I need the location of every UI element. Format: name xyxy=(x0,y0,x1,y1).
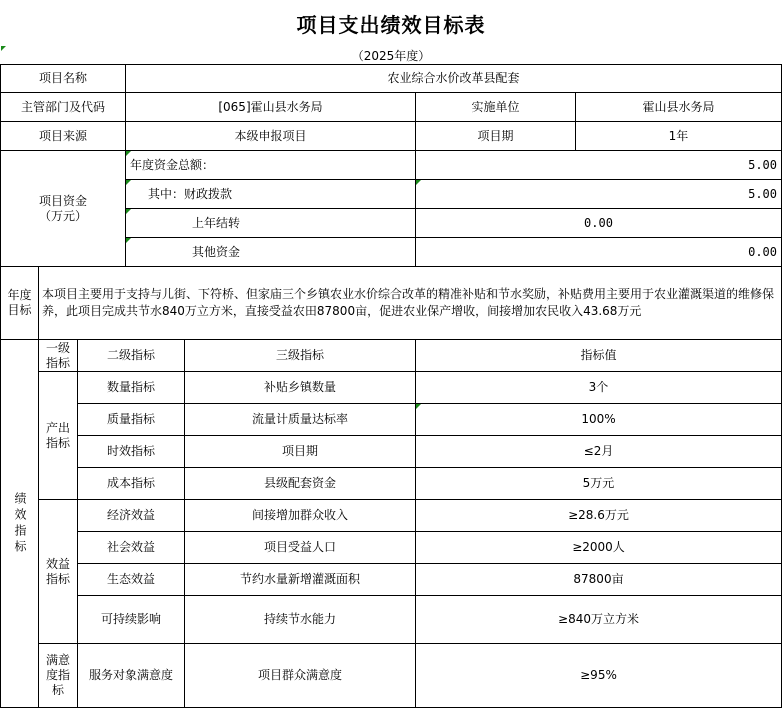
indicator-lvl2: 社会效益 xyxy=(77,531,185,564)
fund-fiscal-value: 5.00 xyxy=(415,179,782,209)
cell-marker-icon xyxy=(416,180,421,185)
fund-fiscal-label: 其中：财政拨款 xyxy=(125,179,416,209)
indicator-lvl3: 持续节水能力 xyxy=(184,595,416,644)
indicator-lvl2: 质量指标 xyxy=(77,403,185,436)
indicator-lvl2: 经济效益 xyxy=(77,499,185,532)
indicator-lvl3: 项目期 xyxy=(184,435,416,468)
indicator-lvl2: 时效指标 xyxy=(77,435,185,468)
goal-text: 本项目主要用于支持与儿街、下符桥、但家庙三个乡镇农业水价综合改革的精准补贴和节水奖励，补贴费用主要用于农业灌溉渠道的维修保养，此项目完成共节水840万立方米，直接受益农田87800亩，促进农业保产增收，间接增加农民收入43.68万元 xyxy=(38,266,782,340)
source-label: 项目来源 xyxy=(0,121,126,151)
indicator-value: ≥840万立方米 xyxy=(415,595,782,644)
table-title: 项目支出绩效目标表 xyxy=(296,12,486,37)
indicator-value: ≥28.6万元 xyxy=(415,499,782,532)
fund-other-value: 0.00 xyxy=(415,237,782,267)
output-group-label: 产出 指标 xyxy=(38,371,78,500)
fund-last-label: 上年结转 xyxy=(125,208,416,238)
fund-total-value: 5.00 xyxy=(415,150,782,180)
cell-marker-icon xyxy=(416,404,421,409)
lvl2-header: 二级指标 xyxy=(77,339,185,372)
indicator-value: 100% xyxy=(415,403,782,436)
dept-value: [065]霍山县水务局 xyxy=(125,92,416,122)
dept-label: 主管部门及代码 xyxy=(0,92,126,122)
indicator-value: 3个 xyxy=(415,371,782,404)
indicator-lvl3: 补贴乡镇数量 xyxy=(184,371,416,404)
impl-unit-value: 霍山县水务局 xyxy=(575,92,782,122)
period-value: 1年 xyxy=(575,121,782,151)
cell-marker-icon xyxy=(126,209,131,214)
indicator-value: ≤2月 xyxy=(415,435,782,468)
indicator-lvl2: 数量指标 xyxy=(77,371,185,404)
indicator-lvl3: 节约水量新增灌溉面积 xyxy=(184,563,416,596)
source-value: 本级申报项目 xyxy=(125,121,416,151)
indicator-lvl3: 项目受益人口 xyxy=(184,531,416,564)
indicator-lvl3: 项目群众满意度 xyxy=(184,643,416,708)
project-name-value: 农业综合水价改革县配套 xyxy=(125,64,782,93)
indicator-lvl2: 可持续影响 xyxy=(77,595,185,644)
indicator-value: ≥95% xyxy=(415,643,782,708)
impl-unit-label: 实施单位 xyxy=(415,92,576,122)
indicator-lvl2: 成本指标 xyxy=(77,467,185,500)
lvl1-header: 一级 指标 xyxy=(38,339,78,372)
indicator-lvl3: 流量计质量达标率 xyxy=(184,403,416,436)
indicator-value: 5万元 xyxy=(415,467,782,500)
indicator-lvl2: 服务对象满意度 xyxy=(77,643,185,708)
fund-other-label: 其他资金 xyxy=(125,237,416,267)
period-label: 项目期 xyxy=(415,121,576,151)
benefit-group-label: 效益 指标 xyxy=(38,499,78,644)
cell-marker-icon xyxy=(126,238,131,243)
indicator-lvl3: 间接增加群众收入 xyxy=(184,499,416,532)
indicator-value: ≥2000人 xyxy=(415,531,782,564)
lvl3-header: 三级指标 xyxy=(184,339,416,372)
indicator-value: 87800亩 xyxy=(415,563,782,596)
cell-marker-icon xyxy=(126,180,131,185)
indicator-lvl2: 生态效益 xyxy=(77,563,185,596)
project-name-label: 项目名称 xyxy=(0,64,126,93)
satisfaction-group-label: 满意 度指 标 xyxy=(38,643,78,708)
cell-marker-icon xyxy=(126,151,131,156)
value-header: 指标值 xyxy=(415,339,782,372)
funds-label: 项目资金 （万元） xyxy=(0,150,126,267)
indicator-lvl3: 县级配套资金 xyxy=(184,467,416,500)
perf-label: 绩效指标 xyxy=(0,339,39,708)
fund-total-label: 年度资金总额： xyxy=(125,150,416,180)
year-label: （2025年度） xyxy=(351,48,431,63)
fund-last-value: 0.00 xyxy=(415,208,782,238)
goal-label: 年度 目标 xyxy=(0,266,39,340)
